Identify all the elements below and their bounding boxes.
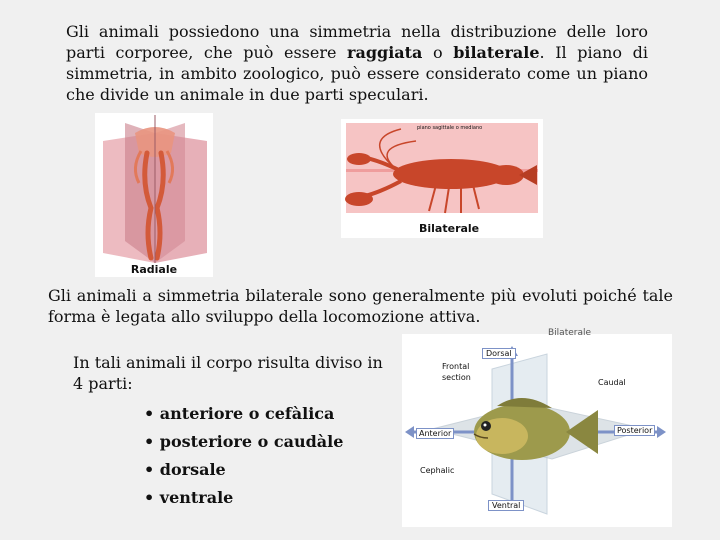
intro-text-1: Gli animali possiedono una simmetria nella distribuzione delle loro parti corporee, che può essere xyxy=(66,22,648,62)
list-item: • anteriore o cefàlica xyxy=(144,404,335,423)
dorsal-label: Dorsal xyxy=(482,348,516,359)
intro-text-3: . Il piano di simmetria, in ambito zoologico, può essere considerato come un piano che divide un animale in due parti speculari. xyxy=(66,43,648,104)
lobster-illustration xyxy=(341,119,543,238)
bilateral-paragraph: Gli animali a simmetria bilaterale sono generalmente più evoluti poiché tale forma è legata allo sviluppo della locomozione attiva. xyxy=(48,286,673,326)
lobster-bilateral-figure xyxy=(341,119,543,238)
fish-axes-figure xyxy=(402,328,672,527)
ventral-label: Ventral xyxy=(488,500,524,511)
cephalic-label: Cephalic xyxy=(420,466,455,475)
posterior-label: Posterior xyxy=(614,425,655,436)
section-label: section xyxy=(442,373,471,382)
body-parts-list xyxy=(144,400,343,512)
anterior-label: Anterior xyxy=(416,428,454,439)
intro-paragraph xyxy=(66,21,648,105)
fish-top-label: Bilaterale xyxy=(548,328,592,338)
term-bilaterale: bilaterale xyxy=(453,43,540,62)
list-item: • posteriore o caudàle xyxy=(144,432,344,451)
radial-symmetry-figure xyxy=(95,113,213,277)
radial-caption: Radiale xyxy=(130,263,178,276)
intro-text-2: o xyxy=(422,43,454,62)
division-intro: In tali animali il corpo risulta diviso in 4 parti: xyxy=(73,353,383,393)
lobster-plane-note: piano sagittale o mediano xyxy=(417,125,483,131)
lobster-caption: Bilaterale xyxy=(419,222,480,235)
radial-jellyfish-illustration xyxy=(95,113,213,277)
frontal-label: Frontal xyxy=(442,362,470,371)
caudal-label: Caudal xyxy=(598,378,626,387)
list-item: • dorsale xyxy=(144,460,226,479)
list-item: • ventrale xyxy=(144,488,234,507)
term-raggiata: raggiata xyxy=(347,43,423,62)
